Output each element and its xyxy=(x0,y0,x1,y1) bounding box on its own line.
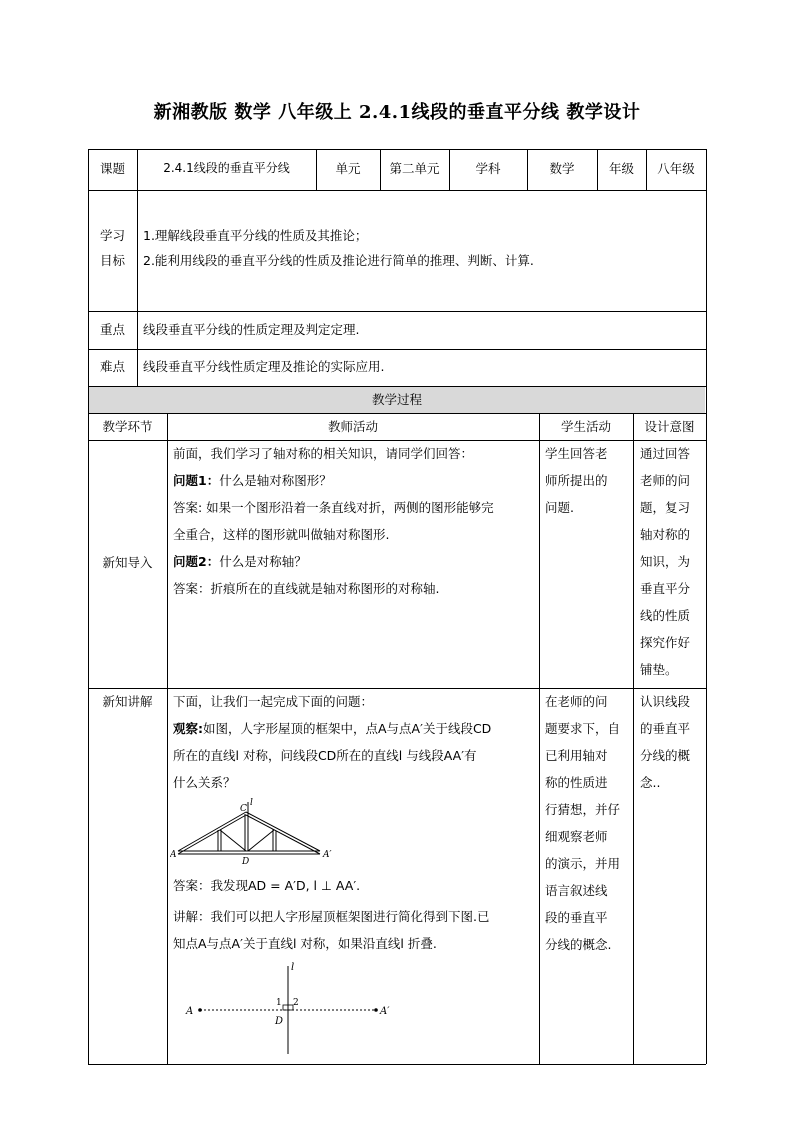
table-rule xyxy=(137,149,138,386)
observation-text: 如图，人字形屋顶的框架中，点A与点A′关于线段CD xyxy=(203,721,492,736)
intent-line: 认识线段 xyxy=(640,694,691,709)
table-rule xyxy=(88,190,706,191)
label-A: A xyxy=(170,850,177,860)
column-header: 教师活动 xyxy=(327,419,378,434)
teacher-text: 什么关系？ xyxy=(173,775,236,790)
roof-truss-figure xyxy=(170,796,350,866)
teacher-text: 答案：折痕所在的直线就是轴对称图形的对称轴. xyxy=(173,581,440,596)
label-A: A xyxy=(186,1006,194,1017)
difficulty-text: 线段垂直平分线性质定理及推论的实际应用. xyxy=(143,359,385,374)
label-l: l xyxy=(250,798,253,808)
unit-value: 第二单元 xyxy=(389,161,440,176)
intent-line: 念.. xyxy=(640,775,661,790)
objectives-label-line: 目标 xyxy=(99,253,125,268)
question-text: 什么是对称轴？ xyxy=(219,554,307,569)
label-A-prime: A′ xyxy=(323,850,332,860)
student-line: 语言叙述线 xyxy=(545,883,608,898)
student-line: 行猜想，并仔 xyxy=(545,802,621,817)
student-line: 学生回答老 xyxy=(545,446,608,461)
teacher-text: 前面，我们学习了轴对称的相关知识，请同学们回答： xyxy=(173,446,474,461)
observation-label: 观察: xyxy=(173,721,203,736)
objectives-label xyxy=(88,223,137,273)
table-border-bottom xyxy=(88,1064,706,1065)
student-line: 问题. xyxy=(545,500,574,515)
teacher-text: 下面，让我们一起完成下面的问题： xyxy=(173,694,374,709)
teacher-text: 所在的直线l 对称，问线段CD所在的直线l 与线段AA′有 xyxy=(173,748,477,763)
perpendicular-figure xyxy=(180,958,400,1058)
question-2 xyxy=(173,548,307,575)
teacher-text: 全重合，这样的图形就叫做轴对称图形. xyxy=(173,527,390,542)
intent-line: 知识，为 xyxy=(640,554,691,569)
intent-line: 老师的问 xyxy=(640,473,691,488)
student-line: 细观察老师 xyxy=(545,829,608,844)
observation xyxy=(173,715,491,742)
objective-item-2: 2.能利用线段的垂直平分线的性质及推论进行简单的推理、判断、计算. xyxy=(143,253,534,268)
answer-text: 答案：我发现AD = A′D, l ⊥ AA′. xyxy=(173,878,361,893)
topic-value: 2.4.1线段的垂直平分线 xyxy=(163,161,290,175)
table-rule xyxy=(88,349,706,350)
intent-line: 分线的概 xyxy=(640,748,691,763)
teacher-text: 讲解：我们可以把人字形屋顶框架图进行简化得到下图.已 xyxy=(173,909,490,924)
intent-line: 垂直平分 xyxy=(640,581,691,596)
angle-2: 2 xyxy=(293,998,299,1008)
label-D: D xyxy=(242,857,250,866)
key-point-text: 线段垂直平分线的性质定理及判定定理. xyxy=(143,322,360,337)
question-label: 问题2： xyxy=(173,554,220,569)
table-rule xyxy=(633,413,634,1064)
student-line: 分线的概念. xyxy=(545,937,612,952)
question-text: 什么是轴对称图形？ xyxy=(219,473,332,488)
document-title: 新湘教版 数学 八年级上 2.4.1线段的垂直平分线 教学设计 xyxy=(153,102,641,123)
student-line: 称的性质进 xyxy=(545,775,608,790)
subject-label: 学科 xyxy=(475,161,501,176)
student-line: 在老师的问 xyxy=(545,694,608,709)
label-D: D xyxy=(275,1016,284,1027)
process-title: 教学过程 xyxy=(371,392,422,407)
teacher-text: 答案: 如果一个图形沿着一条直线对折，两侧的图形能够完 xyxy=(173,500,494,515)
table-border-left xyxy=(88,149,89,1064)
table-rule xyxy=(88,311,706,312)
label-A-prime: A′ xyxy=(380,1006,390,1017)
key-point-label: 重点 xyxy=(99,322,125,337)
column-header: 学生活动 xyxy=(560,419,611,434)
angle-1: 1 xyxy=(276,998,282,1008)
topic-label: 课题 xyxy=(99,161,125,176)
student-line: 的演示，并用 xyxy=(545,856,621,871)
label-l: l xyxy=(291,962,295,973)
intent-line: 铺垫。 xyxy=(640,662,678,677)
intent-line: 题，复习 xyxy=(640,500,691,515)
table-border-right xyxy=(706,149,707,1064)
stage-label: 新知导入 xyxy=(102,555,153,570)
table-rule xyxy=(539,413,540,1064)
unit-label: 单元 xyxy=(335,161,361,176)
column-header: 教学环节 xyxy=(102,419,153,434)
student-line: 段的垂直平 xyxy=(545,910,608,925)
intent-line: 通过回答 xyxy=(640,446,691,461)
student-line: 已利用轴对 xyxy=(545,748,608,763)
student-line: 题要求下，自 xyxy=(545,721,621,736)
subject-value: 数学 xyxy=(549,161,575,176)
question-label: 问题1： xyxy=(173,473,220,488)
table-rule xyxy=(167,413,168,1064)
intent-line: 探究作好 xyxy=(640,635,691,650)
question-1 xyxy=(173,467,332,494)
objective-item-1: 1.理解线段垂直平分线的性质及其推论； xyxy=(143,228,368,243)
student-line: 师所提出的 xyxy=(545,473,608,488)
intent-line: 的垂直平 xyxy=(640,721,691,736)
intent-line: 轴对称的 xyxy=(640,527,691,542)
objectives-label-line: 学习 xyxy=(99,228,125,243)
table-border-top xyxy=(88,149,706,150)
teacher-text: 知点A与点A′关于直线l 对称，如果沿直线l 折叠. xyxy=(173,936,437,951)
column-header: 设计意图 xyxy=(644,419,695,434)
intent-line: 线的性质 xyxy=(640,608,691,623)
label-C: C xyxy=(240,804,247,814)
grade-value: 八年级 xyxy=(657,161,695,176)
difficulty-label: 难点 xyxy=(99,359,125,374)
stage-label: 新知讲解 xyxy=(102,694,153,709)
grade-label: 年级 xyxy=(608,161,634,176)
